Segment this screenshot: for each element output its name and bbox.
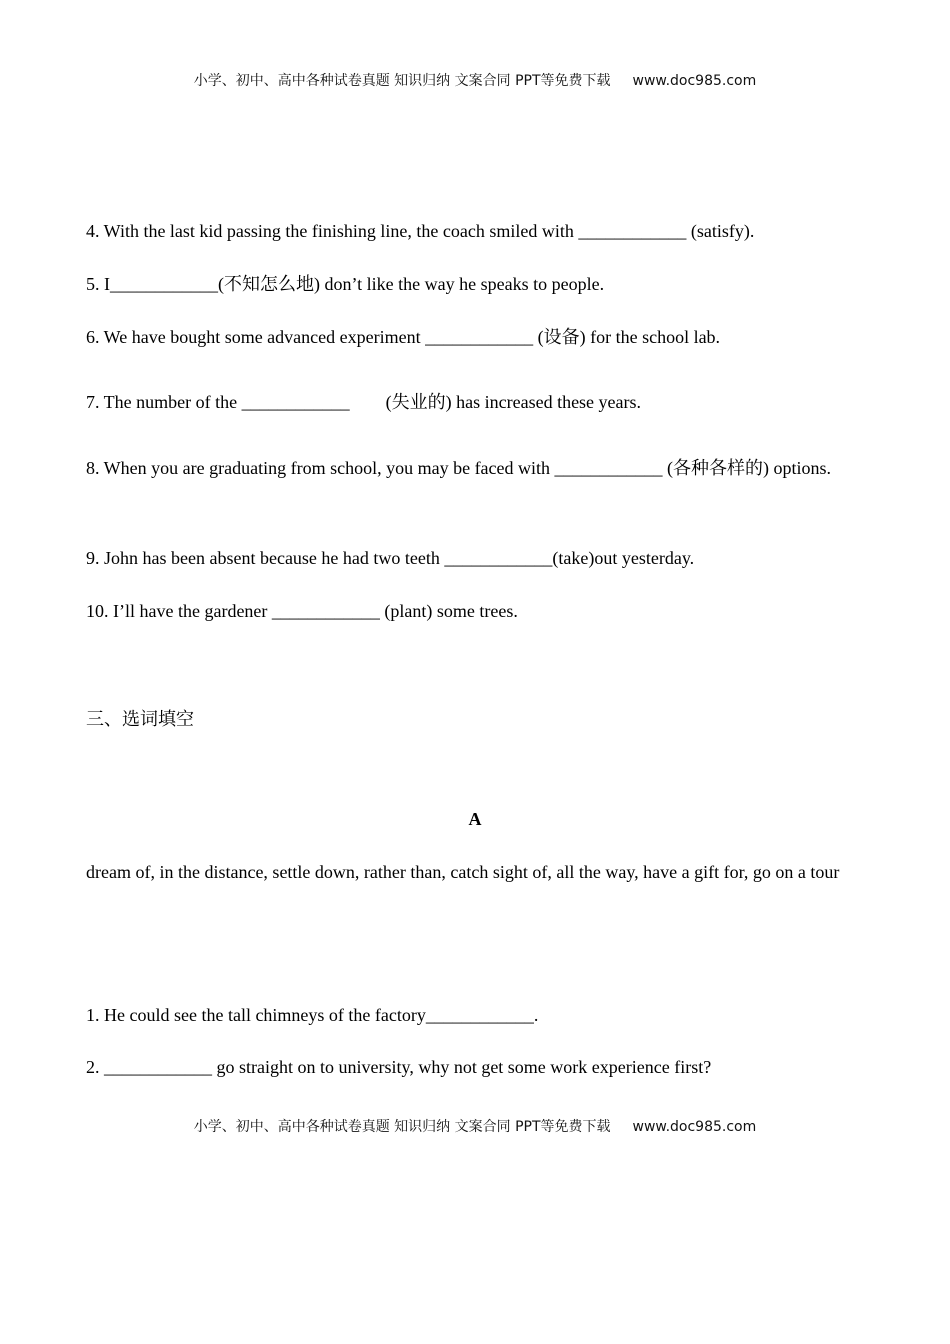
- section-3-title: 三、选词填空: [86, 709, 194, 730]
- section-3-question-1: 1. He could see the tall chimneys of the factory____________.: [86, 1005, 539, 1025]
- page-header: [0, 70, 950, 90]
- page-footer: [0, 1116, 950, 1136]
- question-10: 10. I’ll have the gardener ____________ (plant) some trees.: [86, 601, 518, 621]
- section-3-question-2: 2. ____________ go straight on to university, why not get some work experience first?: [86, 1057, 712, 1077]
- question-9: 9. John has been absent because he had two teeth ____________(take)out yesterday.: [86, 548, 695, 568]
- question-7: 7. The number of the ____________ (失业的) has increased these years.: [86, 392, 642, 412]
- question-5: 5. I____________(不知怎么地) don’t like the way he speaks to people.: [86, 274, 605, 294]
- question-6: 6. We have bought some advanced experiment ____________ (设备) for the school lab.: [86, 327, 721, 347]
- question-8: 8. When you are graduating from school, you may be faced with ____________ (各种各样的) options.: [86, 458, 832, 478]
- footer-text: 小学、初中、高中各种试卷真题 知识归纳 文案合同 PPT等免费下载: [193, 1119, 611, 1135]
- question-4: 4. With the last kid passing the finishing line, the coach smiled with ____________ (satisfy).: [86, 221, 755, 241]
- section-3-subtitle: A: [468, 809, 482, 829]
- footer-site-link[interactable]: www.doc985.com: [632, 1119, 757, 1135]
- header-site-link[interactable]: www.doc985.com: [632, 73, 757, 89]
- header-text: 小学、初中、高中各种试卷真题 知识归纳 文案合同 PPT等免费下载: [193, 73, 611, 89]
- word-bank: dream of, in the distance, settle down, rather than, catch sight of, all the way, have a gift for, go on a tour: [86, 862, 840, 882]
